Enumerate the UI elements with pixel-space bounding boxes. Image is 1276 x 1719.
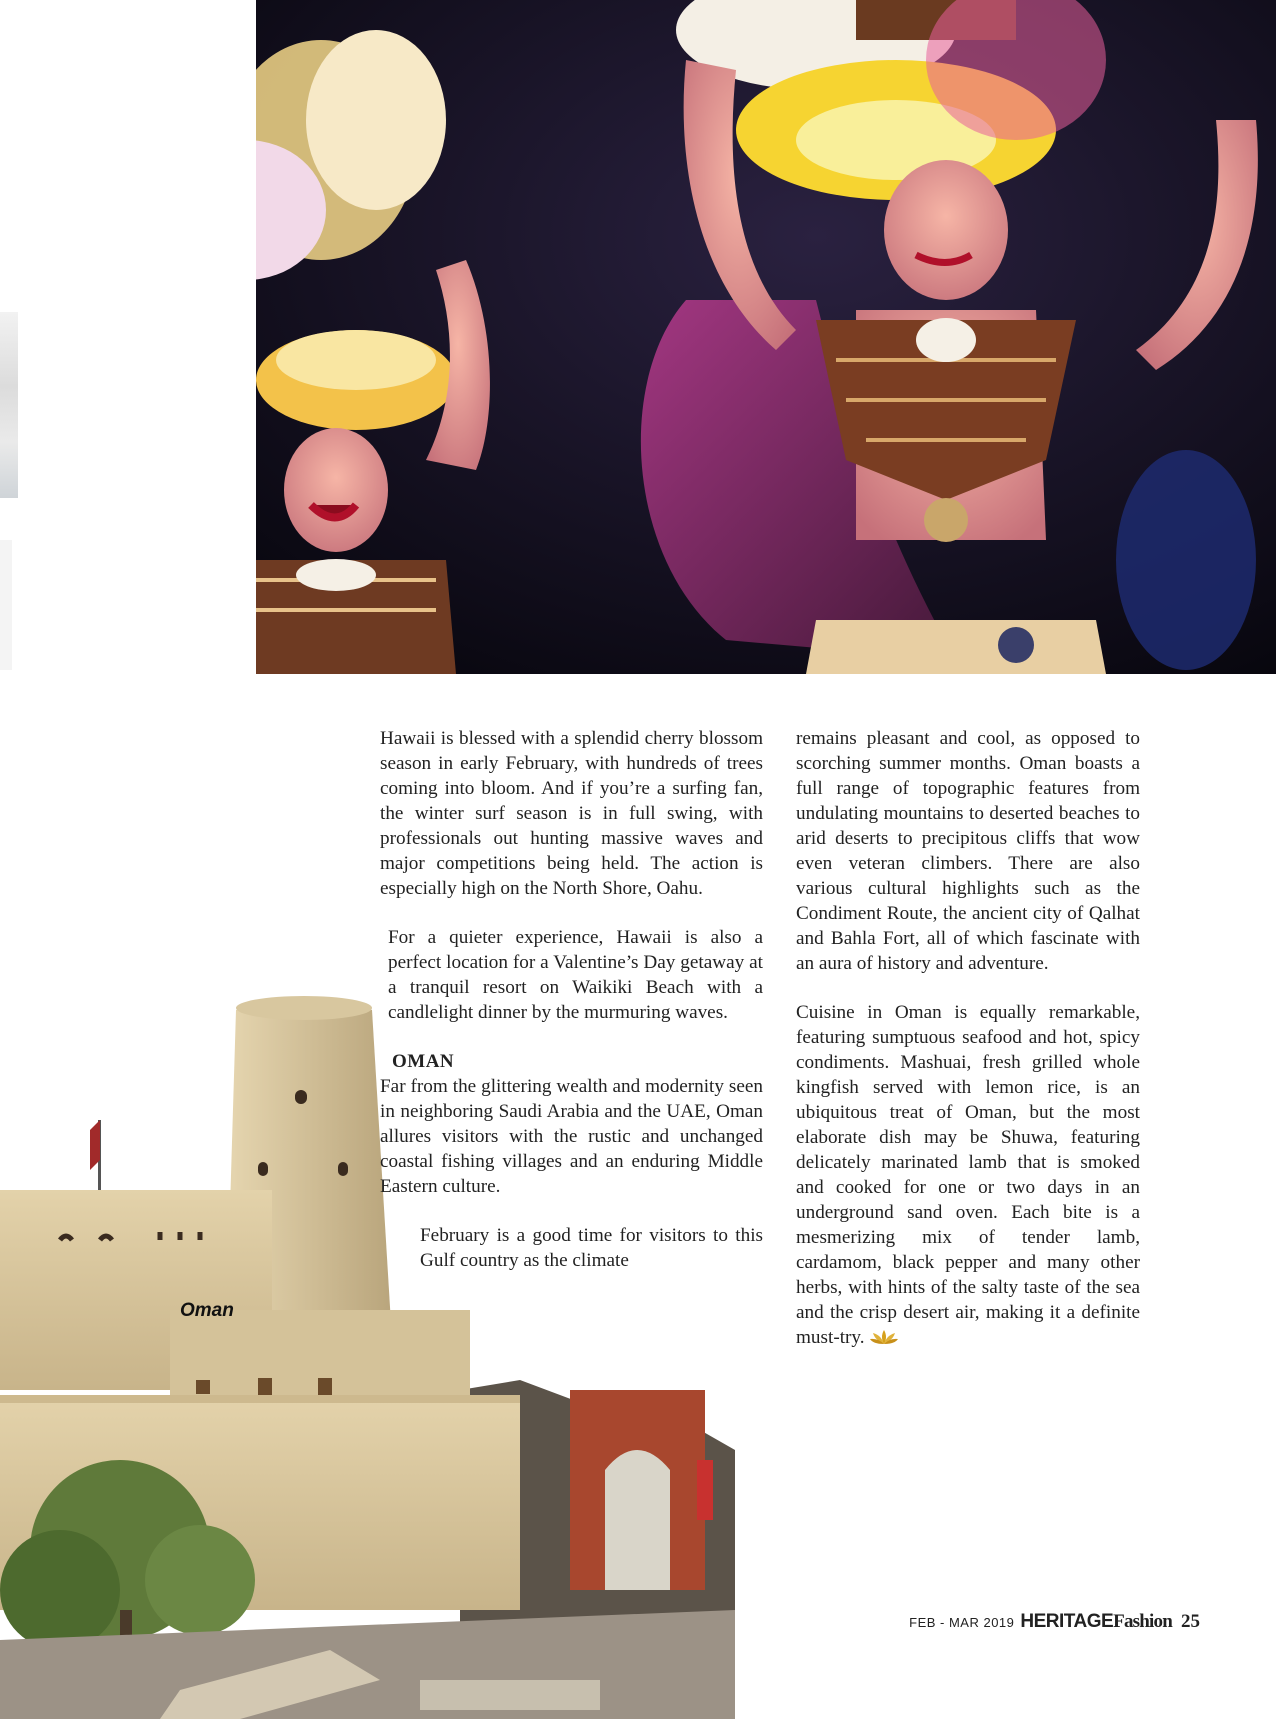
hawaii-paragraph-1: Hawaii is blessed with a splendid cherry blossom season in early February, with hundreds of trees coming into bloom. And if you’re a surfing fan, the winter surf season is in full swing, with professionals out hunting massive waves and major competitions being held. The action is especially high on the North Shore, Oahu.: [380, 728, 763, 899]
oman-paragraph-3: remains pleasant and cool, as opposed to scorching summer months. Oman boasts a full range of topographic features from undulating mountains to deserted beaches to arid deserts to precipitous cliffs that wow even veteran climbers. There are also various cultural highlights such as the Condiment Route, the ancient city of Qalhat and Bahla Fort, all of which fascinate with an aura of history and adventure.: [796, 728, 1140, 974]
oman-paragraph-4-wrapper: [796, 1000, 1140, 1350]
adjacent-page-edge-lower: [0, 540, 12, 670]
oman-paragraph-4: Cuisine in Oman is equally remarkable, featuring sumptuous seafood and hot, spicy condiments. Mashuai, fresh grilled whole kingfish served with lemon rice, is an ubiquitous treat of Oman, but the most elaborate dish may be Shuwa, featuring delicately marinated lamb that is smoked and cooked for one or two days in an underground sand oven. Each bite is a mesmerizing mix of tender lamb, cardamom, black pepper and many other herbs, with hints of the salty taste of the sea and the crisp desert air, making it a definite must-try.: [796, 1002, 1140, 1348]
magazine-name-part-b: Fashion: [1113, 1611, 1172, 1632]
oman-paragraph-1: Far from the glittering wealth and modernity seen in neighboring Saudi Arabia and the UAE, Oman allures visitors with the rustic and unchanged coastal fishing villages and an enduring Middle Eastern culture.: [380, 1076, 763, 1197]
magazine-name-part-a: HERITAGE: [1020, 1611, 1114, 1632]
page-number: 25: [1181, 1611, 1200, 1632]
article-column-1: [380, 726, 763, 1273]
photo-caption: Oman: [180, 1300, 234, 1321]
oman-paragraph-2: February is a good time for visitors to this Gulf country as the climate: [420, 1225, 763, 1271]
lotus-icon: [869, 1328, 899, 1346]
hawaii-paragraph-2: For a quieter experience, Hawaii is also a perfect location for a Valentine’s Day getaway at a tranquil resort on Waikiki Beach with a candlelight dinner by the murmuring waves.: [388, 927, 763, 1023]
issue-date: FEB - MAR 2019: [909, 1615, 1015, 1630]
magazine-name: [1020, 1611, 1172, 1633]
dancers-photo: [256, 0, 1276, 674]
page-footer: [909, 1611, 1200, 1633]
oman-heading: OMAN: [392, 1051, 455, 1072]
adjacent-page-edge: [0, 312, 18, 498]
dancers-photo-illustration: [256, 0, 1276, 674]
article-column-2: [796, 726, 1140, 1350]
